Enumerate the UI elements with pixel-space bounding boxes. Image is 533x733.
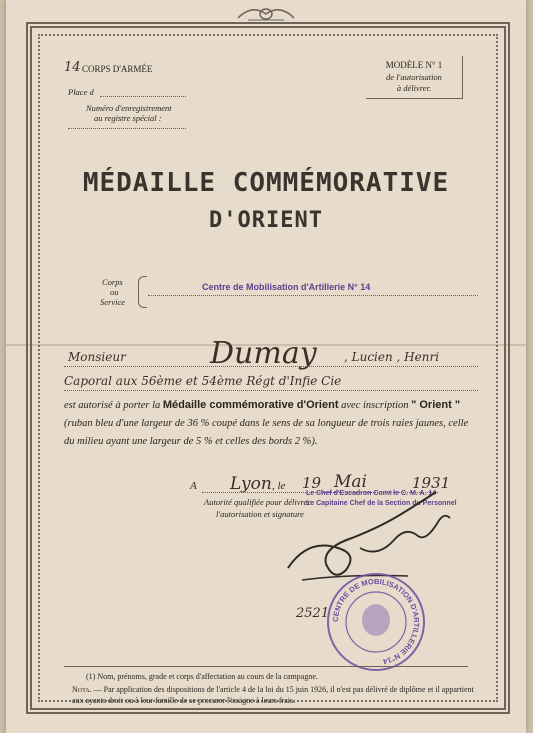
service-label-corps: Corps: [102, 277, 123, 287]
authorization-text: [64, 396, 478, 451]
model-line-2: de l'autorisation: [386, 72, 442, 82]
date-day: 19: [302, 474, 322, 492]
stamp-ring-text: CENTRE DE MOBILISATION D'ARTILLERIE N°14: [330, 576, 422, 667]
inscription: " Orient ": [411, 399, 461, 411]
salutation: Monsieur: [68, 350, 126, 364]
place-label: Place d: [68, 87, 94, 97]
authority-label-1: Autorité qualifiée pour délivrer: [204, 497, 311, 507]
registry-number: 2521: [296, 606, 330, 621]
date-prefix: , le: [272, 480, 286, 492]
service-brace: [138, 276, 147, 308]
recipient-surname: Dumay: [210, 336, 317, 371]
model-box: [366, 56, 463, 99]
title-line-1: MÉDAILLE COMMÉMORATIVE: [82, 168, 450, 198]
corps-number: 14: [64, 60, 81, 75]
registry-line: [68, 128, 186, 129]
service-line: [148, 295, 478, 296]
certificate-paper: [6, 0, 526, 733]
model-line-3: à délivrer.: [396, 83, 432, 93]
service-value: Centre de Mobilisation d'Artillerie N° 14: [202, 282, 371, 292]
stamp-line-1: Le Chef d'Escadron Comt le C. M. A. 14: [306, 490, 437, 497]
place-name: Lyon: [230, 474, 272, 494]
ribbon-text: (ruban bleu d'une largeur de 36 % coupé dans le sens de sa longueur de trois raies jaunes, celle du milieu ayant une largeur de 5 % et celles des bords 2 %).: [64, 418, 469, 447]
place-prefix: A: [190, 480, 197, 492]
authority-label-2: l'autorisation et signature: [216, 509, 304, 519]
service-label-ou: ou: [110, 287, 119, 297]
rank-line: [64, 390, 478, 391]
model-title: MODÈLE N° 1: [385, 60, 443, 70]
service-label-service: Service: [100, 297, 126, 307]
registry-label-2: au registre spécial :: [94, 113, 162, 123]
footer-nota: [72, 684, 482, 706]
place-line: [100, 96, 186, 97]
date-month: Mai: [334, 472, 367, 492]
top-ornament: [234, 2, 298, 24]
recipient-rank: Caporal aux 56ème et 54ème Régt d'Infie Cie: [64, 374, 342, 388]
nota-label: Nota.: [72, 685, 92, 694]
recipient-given-names: , Lucien , Henri: [344, 350, 440, 364]
body-end: avec inscription: [341, 400, 409, 411]
title-line-2: D'ORIENT: [209, 208, 323, 233]
stamp-line-2: Le Capitaine Chef de la Section du Personnel: [306, 500, 457, 507]
nota-text: — Par application des dispositions de l'article 4 de la loi du 15 juin 1926, il n'est pas délivré de diplôme et il appartient aux ayants droit ou à leur famille de se procurer l'insigne à leurs frais.: [72, 685, 474, 705]
date-year: 1931: [412, 474, 451, 492]
round-stamp: [324, 570, 428, 674]
body-start: est autorisé à porter la: [64, 400, 161, 411]
medal-name: Médaille commémorative d'Orient: [162, 399, 339, 411]
footer-divider: [64, 666, 468, 667]
corps-label: CORPS D'ARMÉE: [82, 64, 153, 74]
registry-label-1: Numéro d'enregistrement: [86, 103, 172, 113]
name-line: [64, 366, 478, 367]
footer-note-1: (1) Nom, prénoms, grade et corps d'affectation au cours de la campagne.: [86, 672, 318, 681]
